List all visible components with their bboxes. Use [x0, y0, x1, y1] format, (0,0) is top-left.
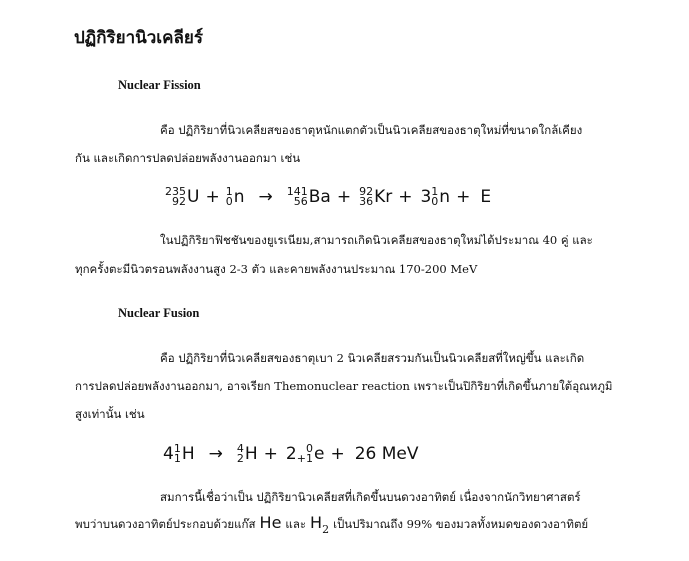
hydrogen-nuclide: 1 1 H: [173, 442, 195, 465]
plus-sign: +: [398, 187, 413, 207]
fission-detail-line-2: ทุกครั้งตะมีนิวตรอนพลังงานสูง 2-3 ตัว และคายพลังงานประมาณ 170-200 MeV: [75, 262, 478, 276]
fission-heading: Nuclear Fission: [118, 78, 201, 92]
plus-sign: +: [456, 187, 471, 207]
plus-sign: +: [336, 187, 352, 207]
neutron-nuclide: 1 0 n: [431, 185, 451, 208]
fission-detail-line-1: ในปฏิกิริยาฟิชชันของยูเรเนียม,สามารถเกิดนิวเคลียสของธาตุใหม่ได้ประมาณ 40 คู่ และ: [160, 233, 593, 247]
fusion-paragraph-line-2: การปลดปล่อยพลังงานออกมา, อาจเรียก Themonuclear reaction เพราะเป็นปิกิริยาที่เกิดขึ้นภายใต้อุณหภูมิ: [75, 379, 613, 393]
neutron-coefficient: 3: [420, 187, 432, 207]
energy-symbol: E: [480, 187, 492, 207]
energy-value: 26 MeV: [354, 444, 419, 464]
krypton-nuclide: 92 36 Kr: [359, 185, 393, 208]
document-title: ปฏิกิริยานิวเคลียร์: [74, 28, 203, 48]
plus-sign: +: [263, 444, 278, 464]
fusion-detail-line-1: สมการนี้เชื่อว่าเป็น ปฏิกิริยานิวเคลียสที่เกิดขึ้นบนดวงอาทิตย์ เนื่องจากนักวิทยาศาสตร์: [160, 490, 581, 504]
fission-paragraph-line-1: คือ ปฏิกิริยาที่นิวเคลียสของธาตุหนักแตกตัวเป็นนิวเคลียสของธาตุใหม่ที่ขนาดใกล้เคียง: [160, 123, 583, 137]
neutron-nuclide: 1 0 n: [225, 185, 245, 208]
barium-nuclide: 141 56 Ba: [286, 185, 331, 208]
fusion-paragraph-line-1: คือ ปฏิกิริยาที่นิวเคลียสของธาตุเบา 2 นิวเคลียสรวมกันเป็นนิวเคลียสที่ใหญ่ขึ้น และเกิด: [160, 351, 585, 365]
positron-nuclide: 0 +1 e: [296, 442, 325, 465]
fusion-equation: [163, 443, 418, 465]
fusion-detail-line-2: [75, 513, 589, 536]
hydrogen-subscript: 2: [322, 523, 330, 536]
plus-sign: +: [330, 444, 345, 464]
fusion-heading: Nuclear Fusion: [118, 306, 200, 320]
fusion-detail-and: และ: [285, 517, 307, 531]
fusion-detail-text-b: เป็นปริมาณถึง 99% ของมวลทั้งหมดของดวงอาทิตย์: [333, 517, 589, 531]
fission-paragraph-line-2: กัน และเกิดการปลดปล่อยพลังงานออกมา เช่น: [75, 151, 301, 165]
fission-equation: [165, 186, 491, 208]
hydrogen-molecule-symbol: H: [310, 513, 323, 532]
uranium-nuclide: 235 92 U: [165, 185, 200, 208]
positron-coefficient: 2: [285, 444, 297, 464]
reaction-arrow: →: [258, 187, 273, 207]
reaction-arrow: →: [208, 444, 223, 464]
hydrogen-coefficient: 4: [163, 444, 174, 464]
helium-symbol: He: [259, 513, 282, 532]
fusion-paragraph-line-3: สูงเท่านั้น เช่น: [75, 407, 145, 421]
helium-nuclide: 4 2 H: [236, 442, 258, 465]
plus-sign: +: [205, 187, 220, 207]
fusion-detail-text-a: พบว่าบนดวงอาทิตย์ประกอบด้วยแก๊ส: [75, 517, 256, 531]
